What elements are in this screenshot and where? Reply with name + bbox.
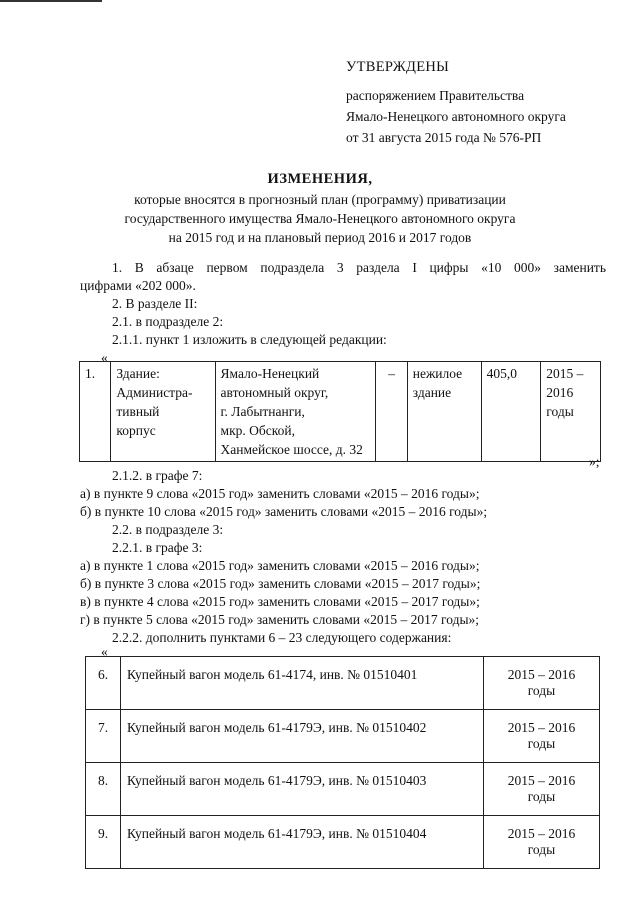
cell-line: Администра- xyxy=(116,385,193,400)
cell-line: 2015 – xyxy=(546,366,584,381)
cell-num: 6. xyxy=(86,657,121,710)
table-row xyxy=(86,816,600,869)
cell-line: 2016 xyxy=(546,385,574,400)
cell-line: годы xyxy=(527,789,556,804)
table-row xyxy=(80,362,601,462)
heading-line: на 2015 год и на плановый период 2016 и 2017 годов xyxy=(168,230,472,245)
paragraph-1-line-1: 1. В абзаце первом подраздела 3 раздела I цифры «10 000» заменить xyxy=(112,260,606,275)
cell-line: здание xyxy=(412,385,452,400)
paragraph-2-1-2: 2.1.2. в графе 7: xyxy=(112,468,203,483)
cell-address xyxy=(215,362,376,462)
cell-num: 1. xyxy=(80,362,111,462)
cell-line: автономный округ, xyxy=(220,385,329,400)
cell-line: 2015 – 2016 xyxy=(507,667,576,682)
cell-line: Ямало-Ненецкий xyxy=(220,366,320,381)
approval-title: УТВЕРЖДЕНЫ xyxy=(346,59,450,75)
cell-period xyxy=(484,657,600,710)
cell-area: 405,0 xyxy=(481,362,541,462)
heading-line: государственного имущества Ямало-Ненецкого автономного округа xyxy=(124,211,516,226)
cell-line: Ханмейское шоссе, д. 32 xyxy=(220,442,363,457)
paragraph-2-2-1-b: б) в пункте 3 слова «2015 год» заменить словами «2015 – 2017 годы»; xyxy=(80,576,481,591)
cell-line: г. Лабытнанги, xyxy=(220,404,305,419)
document-title: ИЗМЕНЕНИЯ, xyxy=(267,171,373,187)
cell-line: годы xyxy=(527,683,556,698)
cell-line: тивный xyxy=(116,404,160,419)
cell-line: годы xyxy=(527,736,556,751)
approval-line: от 31 августа 2015 года № 576-РП xyxy=(346,130,542,145)
document-heading xyxy=(40,170,600,247)
cell-period xyxy=(484,763,600,816)
quote-close: »; xyxy=(589,454,600,469)
cell-name xyxy=(111,362,215,462)
cell-period xyxy=(484,816,600,869)
cell-line: годы xyxy=(546,404,574,419)
cell-num: 7. xyxy=(86,710,121,763)
heading-line: которые вносятся в прогнозный план (программу) приватизации xyxy=(134,192,506,207)
table-row xyxy=(86,763,600,816)
paragraph-2-2-2: 2.2.2. дополнить пунктами 6 – 23 следующего содержания: xyxy=(112,630,452,645)
table-row xyxy=(86,710,600,763)
cell-num: 8. xyxy=(86,763,121,816)
paragraph-2: 2. В разделе II: xyxy=(112,296,198,311)
paragraph-2-1-2-b: б) в пункте 10 слова «2015 год» заменить словами «2015 – 2016 годы»; xyxy=(80,504,488,519)
cell-line: Здание: xyxy=(116,366,160,381)
approval-block xyxy=(346,57,626,148)
cell-name: Купейный вагон модель 61-4174, инв. № 01510401 xyxy=(121,657,484,710)
paragraph-2-2-1: 2.2.1. в графе 3: xyxy=(112,540,203,555)
cell-name: Купейный вагон модель 61-4179Э, инв. № 01510402 xyxy=(121,710,484,763)
table-row xyxy=(86,657,600,710)
cell-name: Купейный вагон модель 61-4179Э, инв. № 01510404 xyxy=(121,816,484,869)
top-rule-line xyxy=(0,0,102,2)
paragraph-1-line-2: цифрами «202 000». xyxy=(80,278,196,293)
paragraph-2-1-2-a: а) в пункте 9 слова «2015 год» заменить словами «2015 – 2016 годы»; xyxy=(80,486,480,501)
cell-type xyxy=(407,362,481,462)
paragraph-2-1-1: 2.1.1. пункт 1 изложить в следующей редакции: xyxy=(112,332,387,347)
paragraph-2-2-1-a: а) в пункте 1 слова «2015 год» заменить словами «2015 – 2016 годы»; xyxy=(80,558,480,573)
cell-line: нежилое xyxy=(412,366,463,381)
paragraph-2-2-1-c: в) в пункте 4 слова «2015 год» заменить словами «2015 – 2017 годы»; xyxy=(80,594,480,609)
paragraph-2-1: 2.1. в подразделе 2: xyxy=(112,314,224,329)
cell-period xyxy=(484,710,600,763)
cell-line: 2015 – 2016 xyxy=(507,826,576,841)
approval-line: Ямало-Ненецкого автономного округа xyxy=(346,109,566,124)
cell-line: корпус xyxy=(116,423,156,438)
property-table-2 xyxy=(85,656,600,869)
cell-num: 9. xyxy=(86,816,121,869)
cell-line: мкр. Обской, xyxy=(220,423,295,438)
quote-open-2: « xyxy=(101,644,108,659)
quote-open: « xyxy=(101,350,108,365)
paragraph-2-2: 2.2. в подразделе 3: xyxy=(112,522,224,537)
paragraph-2-2-1-d: г) в пункте 5 слова «2015 год» заменить словами «2015 – 2017 годы»; xyxy=(80,612,480,627)
cell-line: годы xyxy=(527,842,556,857)
cell-line: 2015 – 2016 xyxy=(507,773,576,788)
approval-line: распоряжением Правительства xyxy=(346,88,525,103)
cell-name: Купейный вагон модель 61-4179Э, инв. № 01510403 xyxy=(121,763,484,816)
cell-dash: – xyxy=(376,362,407,462)
cell-period xyxy=(541,362,601,462)
cell-line: 2015 – 2016 xyxy=(507,720,576,735)
property-table-1 xyxy=(79,361,601,462)
